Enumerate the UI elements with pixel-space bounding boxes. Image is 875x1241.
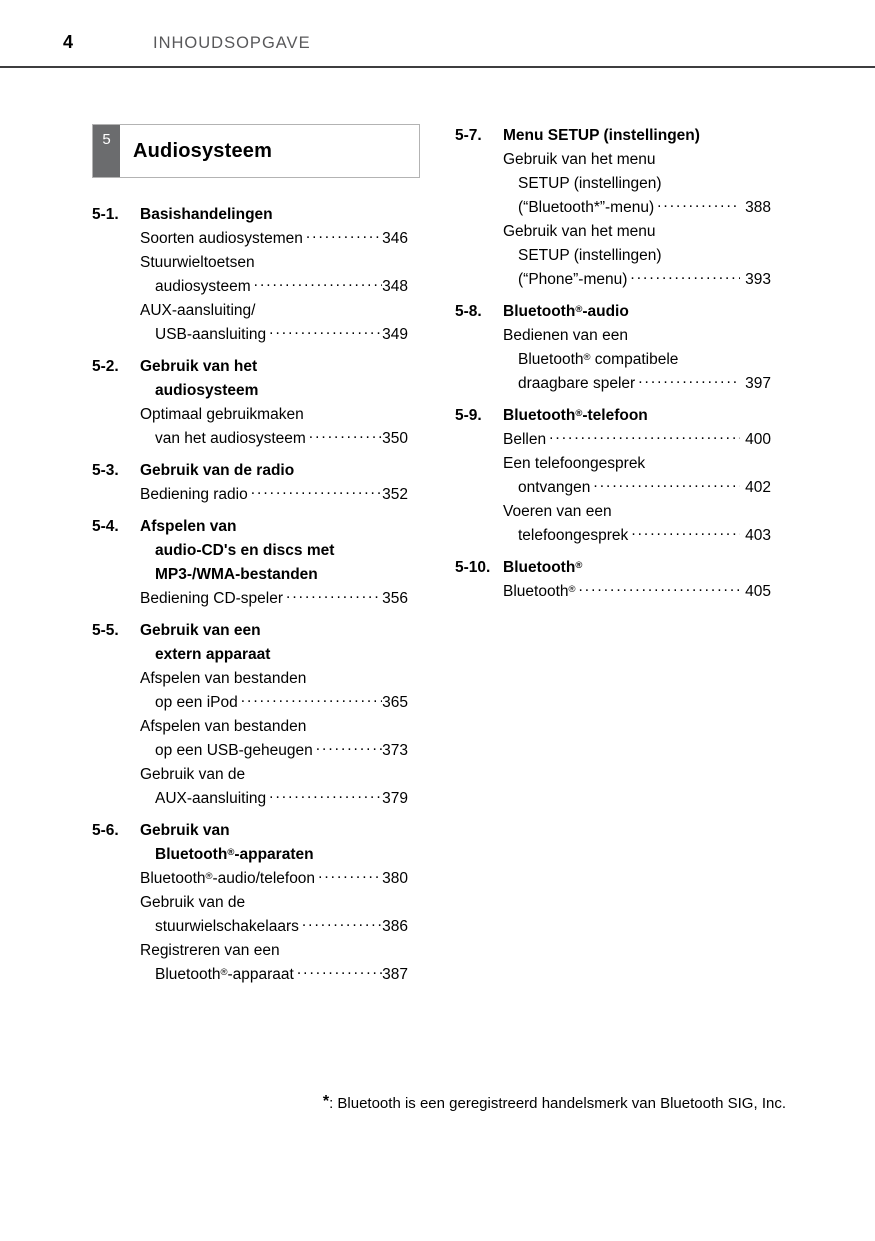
toc-entry-text: draagbare speler: [518, 375, 636, 392]
dot-leader: [309, 428, 382, 444]
toc-content: [0, 124, 875, 995]
page-reference-number: 393: [745, 271, 771, 288]
section-title: [140, 203, 408, 227]
page-reference-number: 352: [382, 486, 408, 503]
page-number-label: 4: [63, 32, 74, 52]
toc-entry: [503, 324, 771, 396]
toc-entry-text: op een iPod: [155, 694, 238, 711]
toc-entry: [140, 939, 408, 987]
toc-entry-line: [503, 196, 771, 220]
toc-entry-line: Gebruik van het menu: [503, 151, 656, 168]
section-heading: [92, 355, 408, 403]
section-number: 5-2.: [92, 358, 119, 375]
toc-entry: [503, 580, 771, 604]
toc-entry-text: telefoongesprek: [518, 527, 629, 544]
chapter-title: Audiosysteem: [133, 139, 273, 162]
toc-entry-line: Optimaal gebruikmaken: [140, 406, 304, 423]
section-title-line: Bluetooth®: [503, 559, 583, 576]
page-reference-number: 386: [382, 918, 408, 935]
dot-leader: [241, 692, 382, 708]
section-title: [140, 515, 408, 587]
toc-entry-line: [140, 691, 408, 715]
toc-entry-text: stuurwielschakelaars: [155, 918, 299, 935]
toc-entry: [140, 667, 408, 715]
dot-leader: [269, 324, 382, 340]
section-heading: [92, 515, 408, 587]
section-title-line: extern apparaat: [155, 646, 271, 663]
page-reference-number: 388: [745, 199, 771, 216]
dot-leader: [286, 588, 382, 604]
footnote-text: : Bluetooth is een geregistreerd handelsmerk van Bluetooth SIG, Inc.: [329, 1095, 786, 1112]
page-header: [0, 0, 875, 53]
page-reference-number: 380: [382, 870, 408, 887]
dot-leader: [316, 740, 382, 756]
section-number: 5-5.: [92, 622, 119, 639]
toc-entry-line: Gebruik van de: [140, 894, 246, 911]
toc-entry: [140, 867, 408, 891]
toc-entry: [140, 403, 408, 451]
toc-left-column: [92, 124, 420, 995]
toc-section: [92, 619, 408, 811]
section-number: 5-6.: [92, 822, 119, 839]
toc-entry: [140, 891, 408, 939]
toc-entry-text: AUX-aansluiting: [155, 790, 267, 807]
toc-entry-text: audiosysteem: [155, 278, 251, 295]
toc-entry-line: [140, 915, 408, 939]
section-title-line: Gebruik van een: [140, 622, 261, 639]
toc-entry-text: (“Bluetooth*”-menu): [518, 199, 655, 216]
toc-entry-line: SETUP (instellingen): [518, 247, 662, 264]
registered-trademark-symbol: ®: [205, 871, 213, 882]
toc-section: [92, 459, 408, 507]
toc-entry-line: Gebruik van het menu: [503, 223, 656, 240]
toc-entry: [140, 227, 408, 251]
toc-entry: [503, 220, 771, 292]
chapter-heading-box: [92, 124, 420, 178]
toc-entry-line: Bedienen van een: [503, 327, 628, 344]
section-heading: [455, 124, 771, 148]
section-number: 5-1.: [92, 206, 119, 223]
registered-trademark-symbol: ®: [227, 847, 235, 858]
toc-entry-text: Bediening CD-speler: [140, 590, 284, 607]
page-reference-number: 365: [382, 694, 408, 711]
registered-trademark-symbol: ®: [568, 584, 576, 595]
section-title-line: Bluetooth®-apparaten: [155, 846, 314, 863]
section-title: [140, 355, 408, 403]
toc-section: [455, 556, 771, 604]
section-title: [140, 819, 408, 867]
toc-entry-line: Registreren van een: [140, 942, 280, 959]
registered-trademark-symbol: ®: [575, 560, 583, 571]
toc-section: [455, 300, 771, 396]
dot-leader: [269, 788, 382, 804]
toc-entry-line: Voeren van een: [503, 503, 612, 520]
dot-leader: [631, 525, 740, 541]
section-title-line: Basishandelingen: [140, 206, 273, 223]
toc-section: [455, 404, 771, 548]
toc-entry: [140, 763, 408, 811]
dot-leader: [254, 276, 382, 292]
page-reference-number: 356: [382, 590, 408, 607]
toc-entry-line: [503, 372, 771, 396]
toc-entry-line: [503, 524, 771, 548]
section-number: 5-7.: [455, 127, 482, 144]
section-title-line: MP3-/WMA-bestanden: [155, 566, 318, 583]
registered-trademark-symbol: ®: [583, 352, 591, 363]
section-title-line: audio-CD's en discs met: [155, 542, 335, 559]
section-title: [140, 459, 408, 483]
section-title: [503, 556, 771, 580]
chapter-number-tab: 5: [93, 125, 120, 177]
toc-entry-line: Stuurwieltoetsen: [140, 254, 255, 271]
page-reference-number: 349: [382, 326, 408, 343]
section-heading: [455, 404, 771, 428]
toc-entry-text: (“Phone”-menu): [518, 271, 628, 288]
section-title-line: Menu SETUP (instellingen): [503, 127, 700, 144]
dot-leader: [251, 484, 382, 500]
footnote: [92, 1093, 786, 1112]
toc-entry-line: Een telefoongesprek: [503, 455, 646, 472]
registered-trademark-symbol: ®: [220, 967, 228, 978]
dot-leader: [318, 868, 382, 884]
page-header-title: INHOUDSOPGAVE: [153, 34, 311, 52]
dot-leader: [657, 197, 740, 213]
registered-trademark-symbol: ®: [575, 304, 583, 315]
toc-entry-text: Bluetooth®: [503, 583, 576, 600]
footnote-asterisk: *: [322, 1093, 330, 1110]
toc-entry-line: [503, 268, 771, 292]
section-heading: [455, 556, 771, 580]
section-heading: [92, 203, 408, 227]
toc-section: [92, 819, 408, 987]
section-title-line: Bluetooth®-audio: [503, 303, 629, 320]
toc-entry-line: [140, 323, 408, 347]
section-title-line: Bluetooth®-telefoon: [503, 407, 648, 424]
section-number: 5-3.: [92, 462, 119, 479]
page-reference-number: 379: [382, 790, 408, 807]
toc-entry-text: Bluetooth®-audio/telefoon: [140, 870, 316, 887]
toc-entry-line: AUX-aansluiting/: [140, 302, 256, 319]
page-reference-number: 402: [745, 479, 771, 496]
dot-leader: [593, 477, 740, 493]
section-title-line: Gebruik van het: [140, 358, 258, 375]
toc-entry-text: Bluetooth®-apparaat: [155, 966, 294, 983]
section-title: [503, 300, 771, 324]
toc-entry-line: [503, 580, 771, 604]
toc-section: [455, 124, 771, 292]
toc-section: [92, 515, 408, 611]
page-reference-number: 348: [382, 278, 408, 295]
dot-leader: [302, 916, 382, 932]
toc-entry-line: [140, 483, 408, 507]
toc-entry-line: [140, 427, 408, 451]
toc-entry: [503, 452, 771, 500]
dot-leader: [579, 581, 741, 597]
section-title: [140, 619, 408, 667]
toc-section: [92, 355, 408, 451]
toc-entry: [140, 587, 408, 611]
toc-entry-line: [140, 227, 408, 251]
section-number: 5-4.: [92, 518, 119, 535]
section-heading: [92, 619, 408, 667]
registered-trademark-symbol: ®: [575, 408, 583, 419]
page-reference-number: 403: [745, 527, 771, 544]
dot-leader: [306, 228, 382, 244]
section-number: 5-9.: [455, 407, 482, 424]
page-reference-number: 387: [382, 966, 408, 983]
dot-leader: [297, 964, 382, 980]
toc-entry: [140, 251, 408, 299]
toc-entry-text: Bellen: [503, 431, 547, 448]
toc-entry-line: [140, 275, 408, 299]
toc-entry: [140, 715, 408, 763]
toc-entry-line: Afspelen van bestanden: [140, 718, 307, 735]
toc-entry-line: Bluetooth® compatibele: [518, 351, 679, 368]
dot-leader: [549, 429, 740, 445]
page-reference-number: 373: [382, 742, 408, 759]
toc-right-column: [455, 124, 771, 995]
toc-entry-line: [140, 963, 408, 987]
section-title-line: Afspelen van: [140, 518, 237, 535]
toc-entry-text: van het audiosysteem: [155, 430, 306, 447]
page-reference-number: 350: [382, 430, 408, 447]
page-reference-number: 405: [745, 583, 771, 600]
toc-entry: [503, 428, 771, 452]
section-title-line: audiosysteem: [155, 382, 259, 399]
toc-entry-line: Gebruik van de: [140, 766, 246, 783]
header-divider: [0, 66, 875, 68]
toc-entry: [503, 500, 771, 548]
section-number: 5-8.: [455, 303, 482, 320]
section-title-line: Gebruik van: [140, 822, 230, 839]
toc-entry-line: [140, 867, 408, 891]
toc-entry: [503, 148, 771, 220]
toc-section: [92, 203, 408, 347]
page-reference-number: 400: [745, 431, 771, 448]
dot-leader: [638, 373, 740, 389]
toc-entry-line: Afspelen van bestanden: [140, 670, 307, 687]
dot-leader: [630, 269, 740, 285]
section-title-line: Gebruik van de radio: [140, 462, 295, 479]
toc-entry-line: [140, 787, 408, 811]
toc-entry-line: [503, 428, 771, 452]
section-title: [503, 404, 771, 428]
section-heading: [92, 459, 408, 483]
toc-entry-line: [503, 476, 771, 500]
toc-entry-line: SETUP (instellingen): [518, 175, 662, 192]
toc-entry-text: Soorten audiosystemen: [140, 230, 303, 247]
toc-entry-text: Bediening radio: [140, 486, 248, 503]
toc-entry-text: ontvangen: [518, 479, 591, 496]
toc-entry-text: USB-aansluiting: [155, 326, 267, 343]
toc-entry-line: [140, 587, 408, 611]
page-reference-number: 397: [745, 375, 771, 392]
toc-entry-line: [140, 739, 408, 763]
section-number: 5-10.: [455, 559, 491, 576]
page-reference-number: 346: [382, 230, 408, 247]
toc-entry: [140, 299, 408, 347]
section-title: [503, 124, 771, 148]
section-heading: [92, 819, 408, 867]
section-heading: [455, 300, 771, 324]
toc-sections-left: [92, 203, 420, 987]
toc-entry-text: op een USB-geheugen: [155, 742, 313, 759]
toc-entry: [140, 483, 408, 507]
